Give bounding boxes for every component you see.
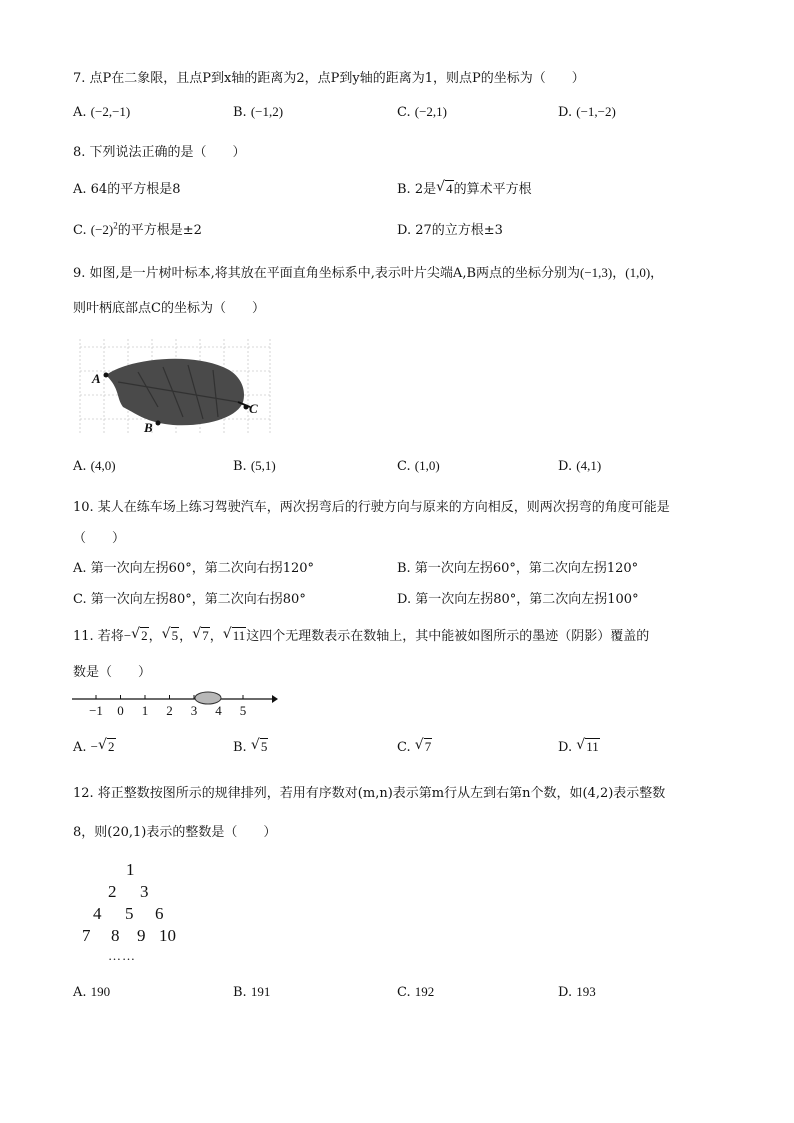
q11-option-a-label: A. <box>73 740 87 755</box>
q8-option-a[interactable]: A. 64的平方根是8 <box>73 182 181 197</box>
triangle-num: 2 <box>108 882 117 901</box>
q11-option-a[interactable] <box>73 739 116 755</box>
q12-option-d-label: D. <box>558 985 573 1000</box>
q7-stem: 7. 点P在二象限，且点P到x轴的距离为2，点P到y轴的距离为1，则点P的坐标为（ ） <box>73 71 585 86</box>
q7-option-d-label: D. <box>558 105 573 120</box>
axis-arrow-icon <box>272 695 278 703</box>
q9-option-a-label: A. <box>73 459 87 474</box>
q12-option-c-text: 192 <box>414 984 435 999</box>
q9-option-a-text: (4,0) <box>90 458 116 473</box>
q11-radical-2: 5 <box>171 628 179 643</box>
q7-option-b[interactable] <box>233 104 283 120</box>
q11-option-c-label: C. <box>397 740 411 755</box>
q11-option-a-rad: 2 <box>108 739 115 754</box>
q12-option-a-text: 190 <box>90 984 111 999</box>
q8-option-b-radicand: 4 <box>446 181 453 196</box>
sqrt-symbol <box>436 181 454 197</box>
point-b-dot <box>156 421 161 426</box>
q8-option-c[interactable] <box>73 219 202 238</box>
point-b-label: B <box>144 420 153 435</box>
minus-sign: − <box>123 628 132 643</box>
q11-stem-line1 <box>73 625 649 644</box>
q9-stem-line2: 则叶柄底部点C的坐标为（ ） <box>73 301 265 316</box>
q10-option-a[interactable]: A. 第一次向左拐60°，第二次向右拐120° <box>73 561 315 576</box>
q9-option-b-text: (5,1) <box>250 458 276 473</box>
q11-radical-4: 11 <box>232 628 246 643</box>
q7-option-b-text: (−1,2) <box>250 104 284 119</box>
q12-stem-line2: 8，则(20,1)表示的整数是（ ） <box>73 825 277 840</box>
q12-option-d[interactable] <box>558 984 596 1000</box>
q7-option-c[interactable] <box>397 104 447 120</box>
triangle-num: 10 <box>159 926 176 945</box>
q7-option-c-text: (−2,1) <box>414 104 448 119</box>
q9-option-d[interactable] <box>558 458 601 474</box>
q8-option-c-base: (−2) <box>90 222 114 237</box>
axis-tick-label: 1 <box>141 703 149 718</box>
q8-option-b[interactable] <box>397 178 532 197</box>
q12-option-a-label: A. <box>73 985 87 1000</box>
triangle-num: 5 <box>125 904 134 923</box>
q11-option-d-rad: 11 <box>586 739 599 754</box>
triangle-num: 7 <box>82 926 91 945</box>
q7-option-a-label: A. <box>73 105 87 120</box>
q11-option-b-rad: 5 <box>260 739 268 754</box>
q9-option-b-label: B. <box>233 459 247 474</box>
sqrt-symbol <box>251 739 269 755</box>
q12-option-b-text: 191 <box>250 984 271 999</box>
q11-option-d[interactable] <box>558 739 600 755</box>
q7-option-a-text: (−2,−1) <box>90 104 131 119</box>
q9-stem-text: 9. 如图,是一片树叶标本,将其放在平面直角坐标系中,表示叶片尖端A,B两点的坐标分别为 <box>73 266 581 281</box>
sqrt-symbol <box>576 739 600 755</box>
q11-option-a-sign: − <box>90 739 99 754</box>
leaf-figure <box>78 337 273 437</box>
q9-stem-line1 <box>73 262 663 281</box>
q12-option-c[interactable] <box>397 984 434 1000</box>
q12-option-b-label: B. <box>233 985 247 1000</box>
q12-option-b[interactable] <box>233 984 270 1000</box>
q11-option-d-label: D. <box>558 740 573 755</box>
q9-option-c-text: (1,0) <box>414 458 440 473</box>
q8-option-c-pre: C. <box>73 223 87 238</box>
q11-option-c-rad: 7 <box>424 739 432 754</box>
axis-tick-label: 0 <box>117 703 124 718</box>
leaf-svg <box>78 337 273 437</box>
q12-option-c-label: C. <box>397 985 411 1000</box>
q7-option-d-text: (−1,−2) <box>576 104 616 119</box>
q10-option-c[interactable]: C. 第一次向左拐80°，第二次向右拐80° <box>73 592 306 607</box>
q9-option-d-text: (4,1) <box>576 458 602 473</box>
q8-option-b-post: 的算术平方根 <box>453 182 532 197</box>
comma: ， <box>179 629 193 644</box>
q12-option-d-text: 193 <box>576 984 596 999</box>
q11-radical-1: 2 <box>141 628 148 643</box>
q7-option-a[interactable] <box>73 104 130 120</box>
q8-option-b-pre: B. 2是 <box>397 182 437 197</box>
q9-stem-coords: (−1,3)，(1,0)， <box>580 265 664 280</box>
q11-option-c[interactable] <box>397 739 432 755</box>
triangle-num: 6 <box>155 904 164 923</box>
q9-option-b[interactable] <box>233 458 276 474</box>
q7-option-c-label: C. <box>397 105 411 120</box>
axis-tick-label: 2 <box>166 703 173 718</box>
q10-option-b[interactable]: B. 第一次向左拐60°，第二次向左拐120° <box>397 561 639 576</box>
q7-option-d[interactable] <box>558 104 616 120</box>
triangle-num: 8 <box>111 926 120 945</box>
sqrt-symbol <box>131 628 149 644</box>
q10-stem-line2: （ ） <box>73 531 126 546</box>
ink-blot <box>195 692 221 704</box>
q8-option-c-post: 的平方根是±2 <box>117 223 202 238</box>
sqrt-symbol <box>192 628 210 644</box>
axis-tick-label: 4 <box>215 703 222 718</box>
q11-stem-post: 这四个无理数表示在数轴上，其中能被如图所示的墨迹（阴影）覆盖的 <box>246 629 650 644</box>
point-c-dot <box>244 405 249 410</box>
number-line-svg <box>70 688 280 718</box>
q7-option-b-label: B. <box>233 105 247 120</box>
number-line-figure <box>70 688 280 718</box>
q8-option-d[interactable]: D. 27的立方根±3 <box>397 223 503 238</box>
q9-option-d-label: D. <box>558 459 573 474</box>
q9-option-c-label: C. <box>397 459 411 474</box>
q11-option-b[interactable] <box>233 739 268 755</box>
triangle-num: 4 <box>93 904 102 923</box>
comma: ， <box>209 629 223 644</box>
triangle-num: 9 <box>137 926 146 945</box>
q11-stem-line2: 数是（ ） <box>73 665 152 680</box>
q11-stem-pre: 11. 若将 <box>73 629 124 644</box>
sqrt-symbol <box>162 628 180 644</box>
sqrt-symbol <box>223 628 247 644</box>
q12-stem-line1: 12. 将正整数按图所示的规律排列，若用有序数对(m,n)表示第m行从左到右第n个数，如(4,2)表示整数 <box>73 786 666 801</box>
comma: ， <box>148 629 162 644</box>
axis-tick-label: 5 <box>239 703 247 718</box>
q9-option-a[interactable] <box>73 458 116 474</box>
sqrt-symbol <box>98 739 116 755</box>
q11-radical-3: 7 <box>202 628 209 643</box>
q10-stem-line1: 10. 某人在练车场上练习驾驶汽车，两次拐弯后的行驶方向与原来的方向相反，则两次拐弯的角度可能是 <box>73 500 670 515</box>
triangle-ellipsis: …… <box>108 948 136 963</box>
point-c-label: C <box>249 401 258 416</box>
q11-option-b-label: B. <box>233 740 247 755</box>
point-a-dot <box>104 373 109 378</box>
point-a-label: A <box>92 371 101 386</box>
triangle-num: 3 <box>140 882 149 901</box>
axis-tick-label: 3 <box>190 703 198 718</box>
q8-stem: 8. 下列说法正确的是（ ） <box>73 145 246 160</box>
q12-option-a[interactable] <box>73 984 110 1000</box>
sqrt-symbol <box>415 739 433 755</box>
q8-option-c-exp: 2 <box>113 220 118 231</box>
triangle-num: 1 <box>126 860 135 879</box>
q10-option-d[interactable]: D. 第一次向左拐80°，第二次向左拐100° <box>397 592 639 607</box>
axis-tick-label: −1 <box>89 703 103 718</box>
q9-option-c[interactable] <box>397 458 440 474</box>
